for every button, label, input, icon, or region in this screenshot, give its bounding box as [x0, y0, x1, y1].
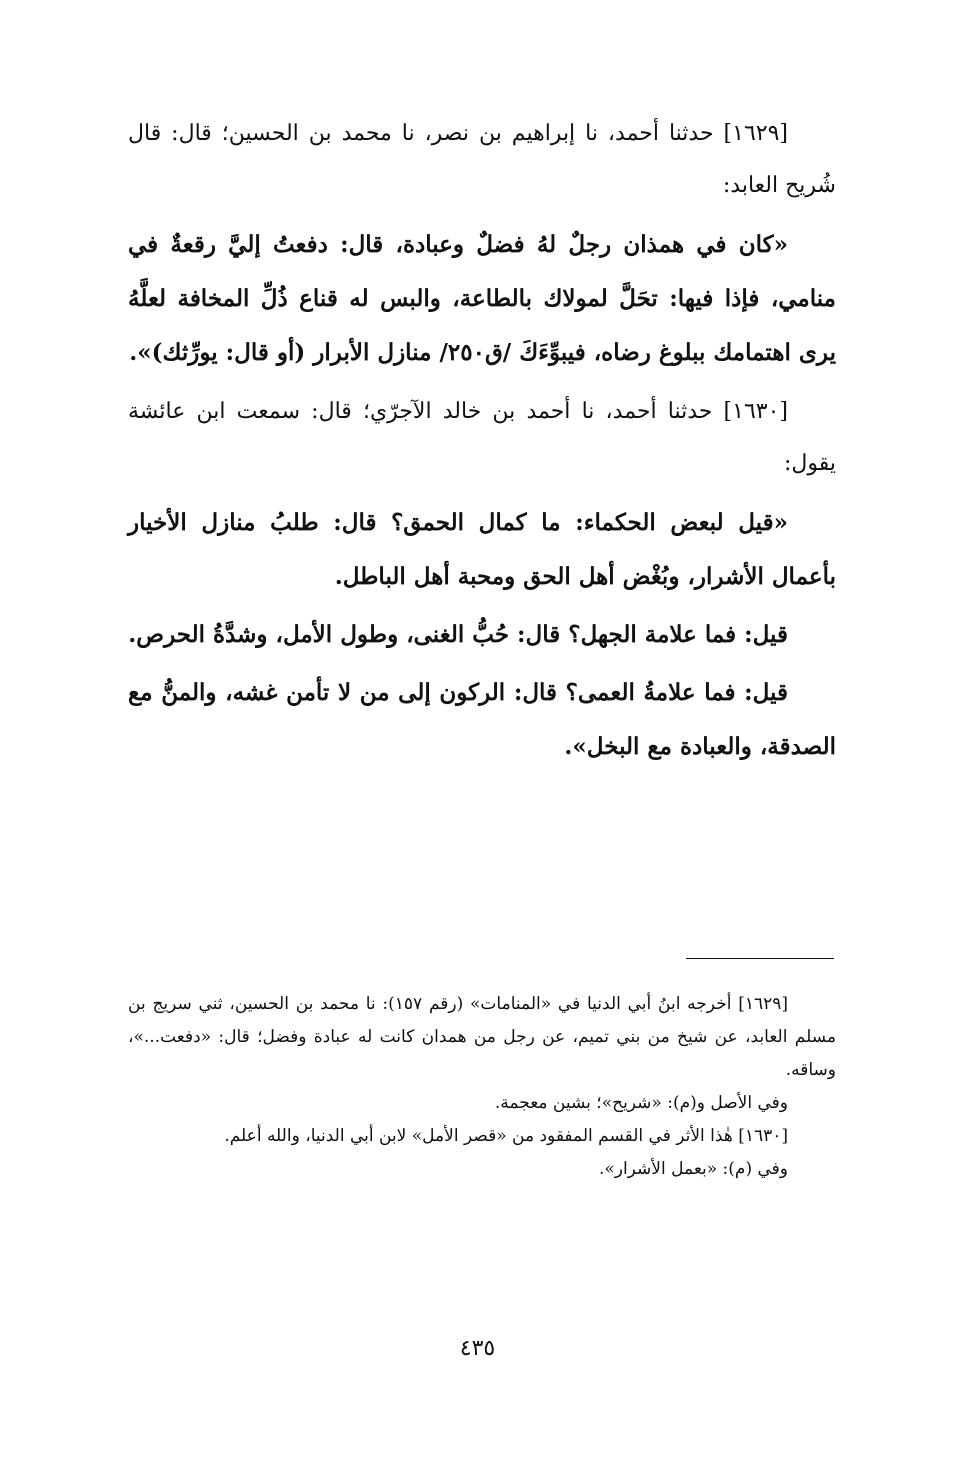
footnote-1630-variant-text: وفي (م): «بعمل الأشرار». — [598, 1159, 788, 1179]
quote-1629-text: «كان في همذان رجلٌ لهُ فضلٌ وعبادة، قال: دفعتُ إليَّ رقعةٌ في منامي، فإذا فيها: تحَلَّ لمولاك بالطاعة، والبس له قناع ذُلِّ المخافة لعلَّهُ يرى اهتمامك ببلوغ رضاه، فيبوِّءَكَ /ق٢٥٠/ منازل الأبرار (أو قال: يورِّثك)». — [128, 231, 836, 366]
quote-1630-part-1 — [128, 496, 836, 604]
narration-1629 — [128, 108, 836, 212]
footnote-1629-variant — [128, 1087, 836, 1120]
footnote-1630 — [128, 1120, 836, 1153]
footnote-1629-variant-text: وفي الأصل و(م): «شريح»؛ بشين معجمة. — [494, 1093, 788, 1113]
quote-1630-part-3 — [128, 666, 836, 774]
quote-1630-part-3-text: قيل: فما علامةُ العمى؟ قال: الركون إلى من لا تأمن غشه، والمنُّ مع الصدقة، والعبادة مع البخل». — [128, 679, 836, 760]
narration-1630 — [128, 386, 836, 490]
footnote-1630-text: [١٦٣٠] هٰذا الأثر في القسم المفقود من «قصر الأمل» لابن أبي الدنيا، والله أعلم. — [224, 1126, 788, 1146]
footnote-1630-variant — [128, 1153, 836, 1186]
footnote-separator — [686, 958, 834, 959]
main-text — [128, 108, 836, 774]
narration-1629-text: [١٦٢٩] حدثنا أحمد، نا إبراهيم بن نصر، نا محمد بن الحسين؛ قال: قال شُريح العابد: — [128, 121, 836, 198]
quote-1630-part-2-text: قيل: فما علامة الجهل؟ قال: حُبُّ الغنى، وطول الأمل، وشدَّةُ الحرص. — [128, 621, 788, 648]
page-number: ٤٣٥ — [459, 1336, 496, 1361]
quote-1630-part-1-text: «قيل لبعض الحكماء: ما كمال الحمق؟ قال: طلبُ منازل الأخيار بأعمال الأشرار، وبُغْض أهل الحق ومحبة أهل الباطل. — [128, 509, 836, 590]
footnote-1629 — [128, 988, 836, 1087]
quote-1630-part-2 — [128, 608, 836, 662]
quote-1629 — [128, 218, 836, 380]
footnotes — [128, 988, 836, 1186]
narration-1630-text: [١٦٣٠] حدثنا أحمد، نا أحمد بن خالد الآجرّي؛ قال: سمعت ابن عائشة يقول: — [128, 399, 836, 476]
footnote-1629-text: [١٦٢٩] أخرجه ابنُ أبي الدنيا في «المنامات» (رقم ١٥٧): نا محمد بن الحسين، ثني سريج بن مسلم العابد، عن شيخ من بني تميم، عن رجل من همدان كانت له عبادة وفضل؛ قال: «دفعت...»، وساقه. — [128, 994, 836, 1080]
